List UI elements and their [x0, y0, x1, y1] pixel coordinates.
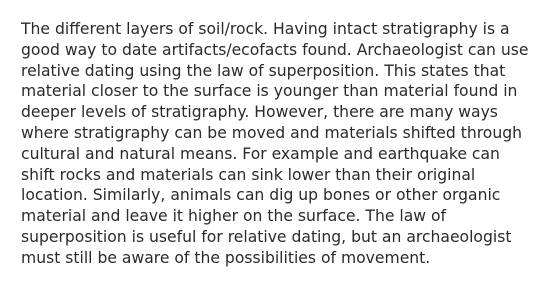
- text-line: superposition is useful for relative dating, but an archaeologist: [21, 227, 512, 246]
- text-line: must still be aware of the possibilities of movement.: [21, 248, 431, 267]
- text-line: location. Similarly, animals can dig up bones or other organic: [21, 186, 501, 205]
- text-line: material and leave it higher on the surface. The law of: [21, 207, 447, 226]
- text-line: material closer to the surface is younger than material found in: [21, 82, 518, 101]
- definition-text: [21, 19, 541, 269]
- text-line: The different layers of soil/rock. Having intact stratigraphy is a: [21, 20, 510, 38]
- text-line: where stratigraphy can be moved and materials shifted through: [21, 123, 523, 142]
- text-line: cultural and natural means. For example and earthquake can: [21, 144, 500, 163]
- text-line: relative dating using the law of superposition. This states that: [21, 61, 506, 80]
- text-line: deeper levels of stratigraphy. However, there are many ways: [21, 103, 498, 122]
- text-line: good way to date artifacts/ecofacts found. Archaeologist can use: [21, 40, 529, 59]
- text-line: shift rocks and materials can sink lower than their original: [21, 165, 476, 184]
